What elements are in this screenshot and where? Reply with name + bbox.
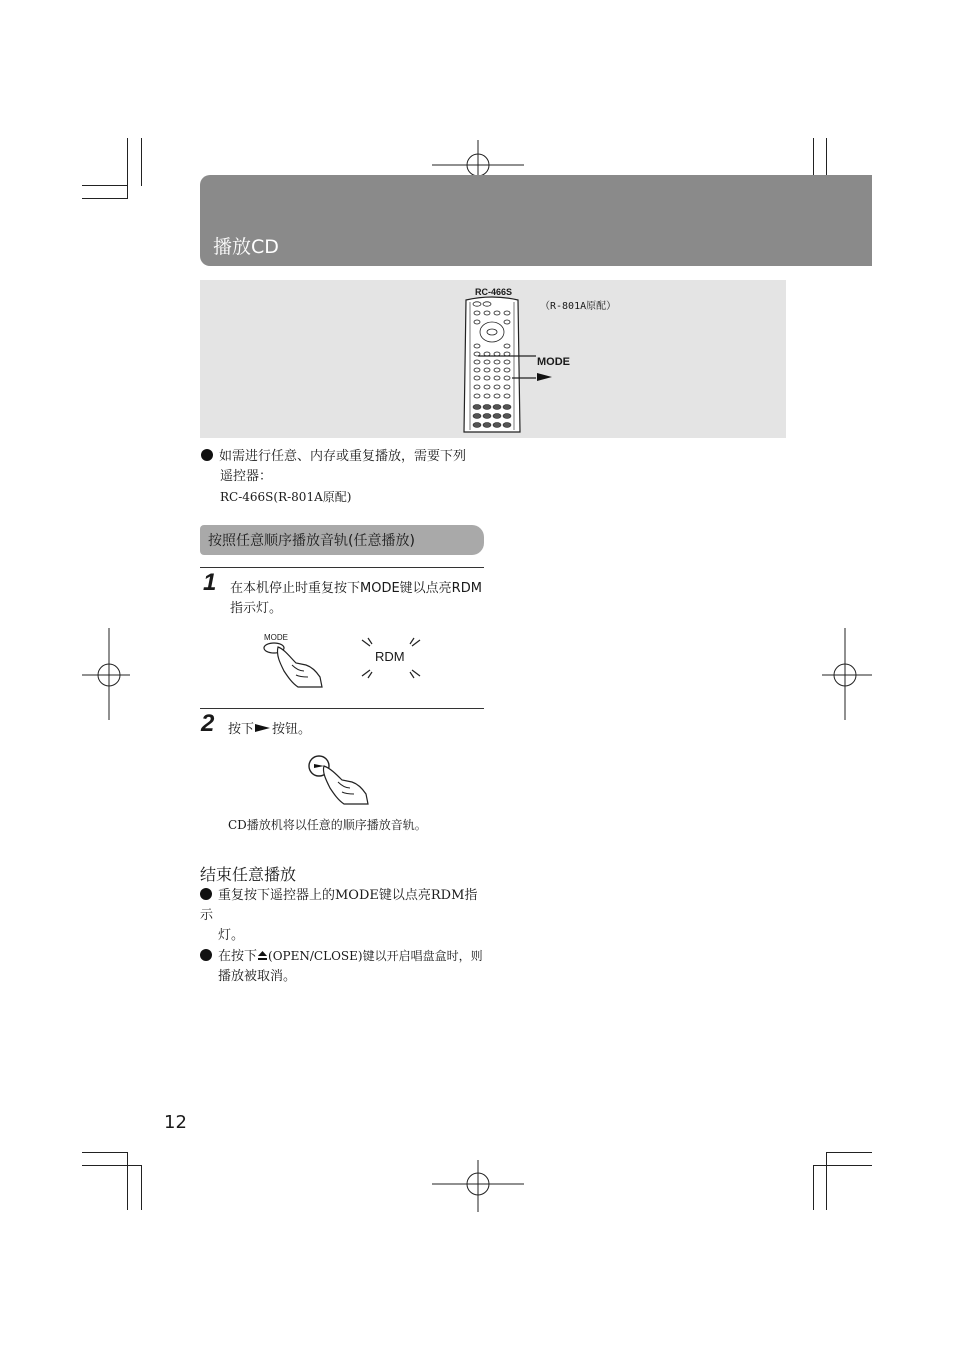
step-1-line-1: 在本机停止时重复按下MODE键以点亮RDM [230,581,482,596]
crop-mark [82,185,128,186]
step-2-number: 2 [201,710,215,737]
bullet-dot [200,888,212,900]
step-1-line-2: 指示灯。 [230,601,283,616]
crop-mark [813,1165,872,1166]
end-item-1 [200,886,490,926]
callout-lines [476,352,538,388]
bullet-dot [200,949,212,961]
eject-icon [257,950,268,961]
end-item-1-line-2: 灯。 [218,928,245,943]
end-item-2-line-2: 播放被取消。 [218,969,297,984]
end-section-title: 结束任意播放 [200,865,297,884]
requirement-line-2: 遥控器： [220,469,273,484]
rdm-indicator-label: RDM [375,649,405,664]
crop-mark [826,1152,827,1210]
remote-model-label: RC-466S [475,287,513,297]
end-item-2 [200,946,490,967]
mode-button-label: MODE [264,633,288,642]
registration-mark-left [82,628,130,720]
section-title: 按照任意顺序播放音轨(任意播放) [208,533,415,549]
end-item-2-line-1-before: 在按下 [218,949,258,964]
hand-pressing-mode-icon [262,641,326,689]
end-section-list [200,886,490,987]
play-triangle-icon [537,372,553,382]
requirement-note [201,447,491,507]
crop-mark [82,198,128,199]
step-2-text-after: 按钮。 [272,722,312,737]
crop-mark [82,1152,128,1153]
crop-mark [82,1165,142,1166]
registration-mark-bottom [432,1160,524,1212]
step-1-text [230,579,492,619]
crop-mark [826,1152,872,1153]
step-2-text [228,720,311,740]
crop-mark [141,1165,142,1210]
crop-mark [813,1165,814,1210]
step-2-rule [200,708,484,709]
bullet-dot [201,449,213,461]
crop-mark [127,138,128,199]
end-item-2-line-1-after: (OPEN/CLOSE)键以开启唱盘盒时，则 [268,949,483,963]
requirement-line-3: RC-466S(R-801A原配) [220,490,352,504]
remote-note: （R-801A原配） [540,301,617,312]
page-title: 播放CD [213,236,279,258]
step-1-number: 1 [203,569,217,596]
hand-pressing-play-icon [306,754,372,806]
crop-mark [141,138,142,186]
mode-callout-label: MODE [537,356,570,368]
crop-mark [127,1152,128,1210]
header-band [200,175,872,266]
page-number: 12 [164,1112,187,1133]
step-1-rule [200,567,484,568]
play-triangle-icon [255,723,271,733]
step-2-text-before: 按下 [228,722,255,737]
requirement-line-1: 如需进行任意、内存或重复播放，需要下列 [219,449,467,464]
end-item-1-line-1: 重复按下遥控器上的MODE键以点亮RDM指示 [200,888,478,923]
registration-mark-right [822,628,872,720]
step-2-caption: CD播放机将以任意的顺序播放音轨。 [228,818,427,832]
